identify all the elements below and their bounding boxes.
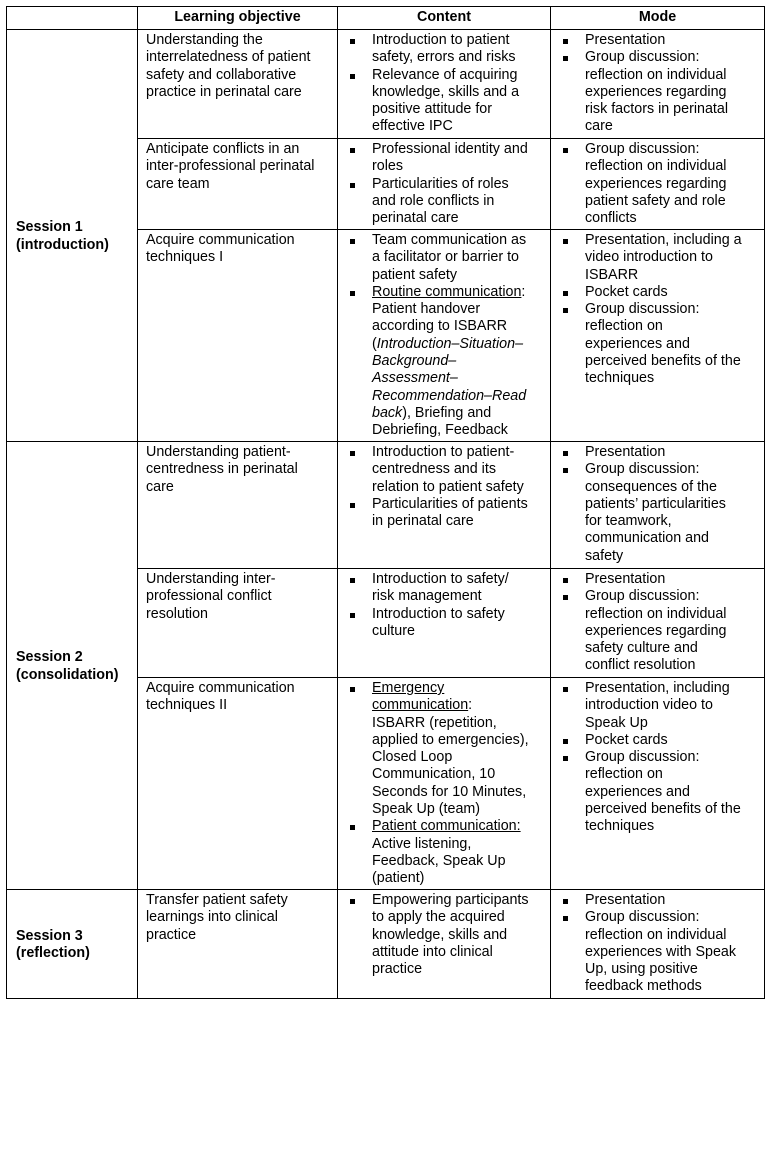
mode-bullet-item <box>559 301 756 387</box>
text-segment: Introduction to patient safety, errors and risks <box>372 32 516 66</box>
header-row <box>7 7 765 30</box>
text-segment: Active listening, Feedback, Speak Up (patient) <box>372 835 506 887</box>
text-segment: Introduction to safety culture <box>372 605 505 639</box>
content-list <box>346 141 542 227</box>
mode-bullet-item <box>559 732 756 749</box>
text-segment: : ISBARR (repetition, applied to emergencies), Closed Loop Communication, 10 Seconds for 10 Minutes, Speak Up (team) <box>372 697 529 818</box>
learning-objective-cell: Understanding the interrelatedness of patient safety and collaborative practice in perinatal care <box>138 30 338 139</box>
content-cell <box>338 30 551 139</box>
content-bullet-item <box>346 680 542 818</box>
session-label: Session 2 (consolidation) <box>7 442 138 890</box>
text-segment: Professional identity and roles <box>372 141 528 175</box>
text-segment: Presentation <box>585 32 666 48</box>
content-bullet-item <box>346 444 542 496</box>
mode-list <box>559 571 756 675</box>
mode-bullet-item <box>559 49 756 135</box>
content-bullet-item <box>346 232 542 284</box>
mode-cell <box>551 139 765 230</box>
text-segment: Presentation <box>585 444 666 460</box>
table-row <box>7 30 765 139</box>
learning-objective-cell: Understanding inter- professional conflict resolution <box>138 569 338 678</box>
curriculum-table <box>6 6 765 999</box>
content-cell <box>338 569 551 678</box>
mode-cell <box>551 569 765 678</box>
content-cell <box>338 442 551 569</box>
mode-cell <box>551 442 765 569</box>
text-segment: Group discussion: reflection on individual experiences regarding safety culture and conflict resolution <box>585 588 727 674</box>
text-segment: Presentation, including a video introduction to ISBARR <box>585 232 742 283</box>
content-bullet-item <box>346 571 542 606</box>
mode-bullet-item <box>559 571 756 588</box>
content-bullet-item <box>346 141 542 176</box>
text-segment: Patient communication: <box>372 818 521 835</box>
mode-list <box>559 141 756 227</box>
text-segment: Group discussion: reflection on individual experiences regarding patient safety and role conflicts <box>585 141 727 227</box>
content-bullet-item <box>346 32 542 67</box>
text-segment: Introduction–Situation– Background– Assessment– Recommendation–Read back <box>372 335 527 421</box>
learning-objective-cell: Acquire communication techniques I <box>138 230 338 442</box>
text-segment: Emergency communication <box>372 680 469 714</box>
content-list <box>346 444 542 530</box>
learning-objective-cell: Understanding patient- centredness in perinatal care <box>138 442 338 569</box>
text-segment: Group discussion: reflection on experiences and perceived benefits of the techniques <box>585 749 741 835</box>
mode-bullet-item <box>559 284 756 301</box>
text-segment: Empowering participants to apply the acquired knowledge, skills and attitude into clinical practice <box>372 892 529 978</box>
header-learning-objective: Learning objective <box>138 7 338 30</box>
content-bullet-item <box>346 284 542 440</box>
text-segment: Group discussion: consequences of the patients’ particularities for teamwork, communication and safety <box>585 461 726 564</box>
mode-bullet-item <box>559 588 756 674</box>
mode-list <box>559 32 756 136</box>
text-segment: Presentation <box>585 571 666 587</box>
header-blank <box>7 7 138 30</box>
text-segment: Routine communication <box>372 283 522 300</box>
mode-list <box>559 892 756 996</box>
text-segment: Presentation, including introduction video to Speak Up <box>585 680 730 731</box>
header-content: Content <box>338 7 551 30</box>
content-cell <box>338 678 551 890</box>
session-label: Session 1 (introduction) <box>7 30 138 442</box>
content-list <box>346 571 542 640</box>
text-segment: Presentation <box>585 892 666 908</box>
text-segment: : Patient handover according to ISBARR ( <box>372 283 526 352</box>
text-segment: Pocket cards <box>585 731 668 748</box>
content-cell <box>338 139 551 230</box>
header-mode: Mode <box>551 7 765 30</box>
content-cell <box>338 230 551 442</box>
learning-objective-cell: Transfer patient safety learnings into clinical practice <box>138 890 338 999</box>
content-cell <box>338 890 551 999</box>
mode-list <box>559 444 756 565</box>
content-list <box>346 232 542 440</box>
content-list <box>346 680 542 888</box>
mode-bullet-item <box>559 141 756 227</box>
text-segment: Introduction to safety/ risk management <box>372 571 509 605</box>
session-label: Session 3 (reflection) <box>7 890 138 999</box>
text-segment: Particularities of roles and role conflicts in perinatal care <box>372 175 509 227</box>
text-segment: Group discussion: reflection on individual experiences regarding risk factors in perinatal care <box>585 49 729 135</box>
mode-cell <box>551 890 765 999</box>
mode-bullet-item <box>559 749 756 835</box>
mode-bullet-item <box>559 232 756 284</box>
content-list <box>346 32 542 136</box>
learning-objective-cell: Acquire communication techniques II <box>138 678 338 890</box>
mode-cell <box>551 30 765 139</box>
text-segment: Group discussion: reflection on individual experiences with Speak Up, using positive feedback methods <box>585 909 736 995</box>
mode-bullet-item <box>559 909 756 995</box>
content-bullet-item <box>346 67 542 136</box>
text-segment: Relevance of acquiring knowledge, skills and a positive attitude for effective IPC <box>372 66 520 135</box>
mode-bullet-item <box>559 461 756 565</box>
content-bullet-item <box>346 892 542 978</box>
content-bullet-item <box>346 606 542 641</box>
content-bullet-item <box>346 176 542 228</box>
mode-cell <box>551 230 765 442</box>
content-bullet-item <box>346 496 542 531</box>
content-list <box>346 892 542 978</box>
mode-bullet-item <box>559 444 756 461</box>
table-row <box>7 890 765 999</box>
text-segment: Pocket cards <box>585 283 668 300</box>
mode-bullet-item <box>559 32 756 49</box>
table-row <box>7 442 765 569</box>
text-segment: ), Briefing and Debriefing, Feedback <box>372 404 508 439</box>
mode-bullet-item <box>559 680 756 732</box>
content-bullet-item <box>346 818 542 887</box>
text-segment: Particularities of patients in perinatal care <box>372 495 528 530</box>
mode-bullet-item <box>559 892 756 909</box>
mode-cell <box>551 678 765 890</box>
learning-objective-cell: Anticipate conflicts in an inter-professional perinatal care team <box>138 139 338 230</box>
mode-list <box>559 232 756 388</box>
text-segment: Team communication as a facilitator or barrier to patient safety <box>372 232 527 283</box>
text-segment: Group discussion: reflection on experiences and perceived benefits of the techniques <box>585 301 741 387</box>
mode-list <box>559 680 756 836</box>
text-segment: Introduction to patient- centredness and its relation to patient safety <box>372 444 524 495</box>
